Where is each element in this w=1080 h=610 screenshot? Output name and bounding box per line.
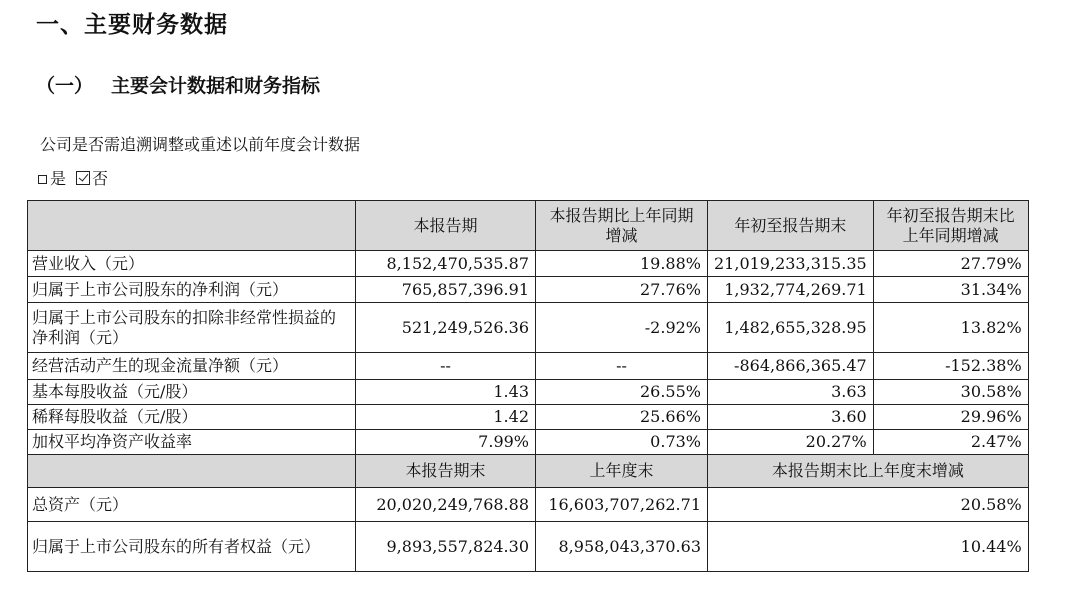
cell-value: 1.42 — [356, 405, 536, 430]
cell-value: -- — [356, 353, 536, 380]
row-label: 基本每股收益（元/股） — [28, 380, 356, 405]
row-label: 营业收入（元） — [28, 251, 356, 277]
table-row — [28, 303, 1029, 353]
cell-value: 1,932,774,269.71 — [708, 277, 874, 303]
table-row — [28, 353, 1029, 380]
cell-value: 8,958,043,370.63 — [536, 522, 708, 572]
table-row — [28, 277, 1029, 303]
cell-value: 10.44% — [708, 522, 1029, 572]
cell-value: 7.99% — [356, 430, 536, 455]
cell-value: -2.92% — [536, 303, 708, 353]
cell-value: 27.76% — [536, 277, 708, 303]
header-cell: 本报告期末比上年度末增减 — [708, 455, 1029, 488]
table-row — [28, 251, 1029, 277]
cell-value: 30.58% — [873, 380, 1028, 405]
header-cell: 年初至报告期末比上年同期增减 — [873, 201, 1028, 251]
subsection-title: 主要会计数据和财务指标 — [111, 75, 321, 97]
restatement-options — [38, 166, 108, 189]
cell-value: 3.60 — [708, 405, 874, 430]
cell-value: 21,019,233,315.35 — [708, 251, 874, 277]
section-heading: 一、主要财务数据 — [36, 12, 228, 38]
table-header-row — [28, 201, 1029, 251]
table-row — [28, 488, 1029, 522]
cell-value: 13.82% — [873, 303, 1028, 353]
row-label: 归属于上市公司股东的所有者权益（元） — [28, 522, 356, 572]
cell-value: 19.88% — [536, 251, 708, 277]
cell-value: 8,152,470,535.87 — [356, 251, 536, 277]
cell-value: 29.96% — [873, 405, 1028, 430]
row-label: 归属于上市公司股东的净利润（元） — [28, 277, 356, 303]
cell-value: 3.63 — [708, 380, 874, 405]
cell-value: 1.43 — [356, 380, 536, 405]
financial-data-table — [27, 200, 1029, 572]
table-row — [28, 380, 1029, 405]
cell-value: 26.55% — [536, 380, 708, 405]
subsection-number: （一） — [36, 75, 94, 97]
cell-value: 25.66% — [536, 405, 708, 430]
restatement-question: 公司是否需追溯调整或重述以前年度会计数据 — [40, 135, 361, 154]
cell-value: -- — [536, 353, 708, 380]
option-no-label: 否 — [92, 169, 109, 188]
header-cell: 上年度末 — [536, 455, 708, 488]
row-label: 总资产（元） — [28, 488, 356, 522]
row-label: 归属于上市公司股东的扣除非经常性损益的净利润（元） — [28, 303, 356, 353]
row-label: 经营活动产生的现金流量净额（元） — [28, 353, 356, 380]
cell-value: 20,020,249,768.88 — [356, 488, 536, 522]
checkbox-checked-icon[interactable] — [76, 171, 90, 185]
cell-value: 521,249,526.36 — [356, 303, 536, 353]
option-yes-label: 是 — [50, 169, 67, 188]
cell-value: 27.79% — [873, 251, 1028, 277]
table-row — [28, 405, 1029, 430]
cell-value: 765,857,396.91 — [356, 277, 536, 303]
subsection-heading — [36, 71, 320, 98]
cell-value: 0.73% — [536, 430, 708, 455]
row-label: 加权平均净资产收益率 — [28, 430, 356, 455]
cell-value: 20.27% — [708, 430, 874, 455]
header-cell-empty — [28, 455, 356, 488]
cell-value: -152.38% — [873, 353, 1028, 380]
header-cell: 本报告期 — [356, 201, 536, 251]
header-cell: 本报告期比上年同期增减 — [536, 201, 708, 251]
checkbox-empty-icon[interactable] — [38, 175, 47, 184]
cell-value: 31.34% — [873, 277, 1028, 303]
cell-value: -864,866,365.47 — [708, 353, 874, 380]
header-cell: 年初至报告期末 — [708, 201, 874, 251]
header-cell-empty — [28, 201, 356, 251]
cell-value: 1,482,655,328.95 — [708, 303, 874, 353]
cell-value: 2.47% — [873, 430, 1028, 455]
cell-value: 9,893,557,824.30 — [356, 522, 536, 572]
table-row — [28, 522, 1029, 572]
table-row — [28, 430, 1029, 455]
header-cell: 本报告期末 — [356, 455, 536, 488]
cell-value: 16,603,707,262.71 — [536, 488, 708, 522]
cell-value: 20.58% — [708, 488, 1029, 522]
table-header-row-2 — [28, 455, 1029, 488]
row-label: 稀释每股收益（元/股） — [28, 405, 356, 430]
